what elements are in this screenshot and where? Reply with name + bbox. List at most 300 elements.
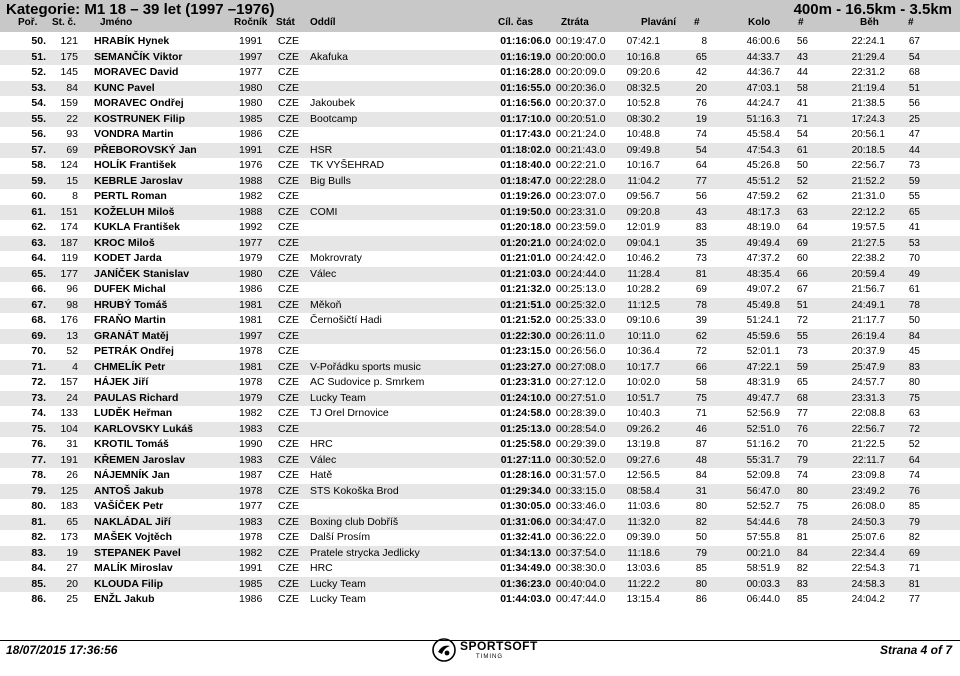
cell-swim-time: 10:36.4 (626, 346, 660, 357)
cell-swim-time: 08:30.2 (626, 113, 660, 125)
cell-country: CZE (278, 221, 299, 233)
cell-finish-time: 01:18:40.0 (500, 159, 551, 171)
table-row (0, 329, 960, 345)
cell-gap: 00:30:52.0 (556, 453, 606, 466)
cell-position: 66. (31, 283, 46, 295)
cell-bike-rank: 43 (796, 51, 808, 63)
cell-gap: 00:19:47.0 (556, 35, 606, 47)
cell-finish-time: 01:36:23.0 (500, 577, 551, 590)
cell-run-rank: 61 (908, 284, 920, 295)
cell-name: DUFEK Michal (94, 283, 166, 295)
cell-swim-time: 11:04.2 (627, 175, 660, 187)
cell-birth-year: 1977 (239, 236, 263, 249)
cell-birth-year: 1986 (239, 128, 263, 140)
cell-run-time: 23:31.3 (851, 392, 885, 404)
cell-swim-time: 10:51.7 (626, 392, 660, 404)
table-row (0, 484, 960, 500)
cell-run-time: 25:07.6 (851, 532, 885, 543)
cell-name: KUNC Pavel (94, 81, 155, 94)
cell-start-number: 24 (66, 391, 78, 404)
cell-bike-rank: 79 (796, 454, 808, 466)
cell-bike-rank: 55 (796, 330, 808, 342)
cell-name: PŘEBOROVSKÝ Jan (94, 143, 197, 156)
cell-name: MORAVEC Ondřej (94, 97, 184, 109)
cell-bike-time: 06:44.0 (746, 594, 780, 605)
table-row (0, 375, 960, 391)
cell-finish-time: 01:28:16.0 (500, 469, 551, 481)
table-row (0, 344, 960, 360)
table-row (0, 81, 960, 97)
cell-swim-rank: 39 (695, 315, 707, 326)
cell-bike-rank: 83 (796, 578, 808, 590)
cell-finish-time: 01:31:06.0 (500, 515, 551, 528)
cell-bike-rank: 84 (796, 547, 808, 559)
cell-club: Válec (310, 453, 337, 466)
cell-bike-rank: 66 (796, 268, 808, 280)
cell-run-time: 24:49.1 (851, 299, 885, 311)
cell-country: CZE (278, 593, 299, 605)
cell-position: 84. (31, 562, 46, 574)
cell-bike-time: 47:59.2 (746, 191, 780, 202)
cell-country: CZE (278, 97, 299, 109)
cell-birth-year: 1983 (239, 515, 263, 528)
col-header-bike-rank: # (798, 17, 804, 28)
cell-start-number: 25 (66, 593, 78, 605)
cell-run-time: 24:58.3 (851, 578, 885, 590)
table-row (0, 592, 960, 608)
cell-country: CZE (278, 345, 299, 357)
col-header-club: Oddíl (310, 17, 336, 28)
cell-start-number: 69 (66, 143, 78, 156)
cell-bike-time: 47:37.2 (746, 253, 780, 264)
cell-run-rank: 85 (908, 501, 920, 512)
cell-run-time: 22:31.2 (851, 67, 885, 78)
table-row (0, 360, 960, 376)
table-row (0, 515, 960, 531)
cell-gap: 00:21:43.0 (556, 143, 606, 156)
cell-birth-year: 1991 (239, 35, 263, 47)
cell-bike-rank: 76 (796, 423, 808, 435)
cell-name: HRABÍK Hynek (94, 35, 170, 47)
cell-swim-time: 10:52.8 (626, 98, 660, 109)
cell-bike-time: 48:31.9 (746, 377, 780, 388)
cell-run-time: 21:38.5 (851, 98, 885, 109)
cell-swim-time: 09:49.8 (626, 144, 660, 156)
cell-country: CZE (278, 376, 299, 388)
cell-gap: 00:33:46.0 (556, 500, 606, 512)
cell-birth-year: 1983 (239, 453, 263, 466)
cell-bike-rank: 65 (796, 377, 808, 388)
cell-name: GRANÁT Matěj (94, 329, 169, 342)
cell-run-time: 22:12.2 (851, 206, 885, 218)
cell-birth-year: 1997 (239, 329, 263, 342)
cell-run-rank: 80 (908, 377, 920, 388)
cell-country: CZE (278, 329, 299, 342)
cell-run-rank: 79 (908, 516, 920, 528)
cell-bike-rank: 44 (796, 67, 808, 78)
cell-club: Big Bulls (310, 174, 351, 187)
cell-bike-rank: 62 (796, 191, 808, 202)
cell-run-time: 22:56.7 (851, 160, 885, 171)
cell-bike-rank: 78 (796, 516, 808, 528)
cell-run-rank: 74 (908, 470, 920, 481)
cell-finish-time: 01:21:01.0 (500, 252, 551, 264)
cell-position: 62. (31, 221, 46, 233)
cell-swim-time: 10:02.0 (626, 377, 660, 388)
cell-bike-rank: 77 (796, 408, 808, 419)
cell-run-time: 19:57.5 (851, 222, 885, 233)
cell-bike-time: 52:52.7 (746, 501, 780, 512)
cell-start-number: 96 (66, 283, 78, 295)
cell-name: KOSTRUNEK Filip (94, 112, 185, 125)
cell-start-number: 125 (60, 484, 78, 497)
cell-gap: 00:28:54.0 (556, 422, 606, 435)
table-row (0, 282, 960, 298)
cell-run-rank: 75 (908, 392, 920, 404)
cell-run-rank: 49 (908, 268, 920, 280)
cell-club: Válec (310, 267, 337, 280)
cell-country: CZE (278, 236, 299, 249)
table-row (0, 143, 960, 159)
cell-run-rank: 67 (908, 36, 920, 47)
cell-swim-time: 13:15.4 (626, 594, 660, 605)
cell-country: CZE (278, 469, 299, 481)
cell-birth-year: 1982 (239, 546, 263, 559)
cell-bike-time: 52:56.9 (746, 408, 780, 419)
cell-run-rank: 63 (908, 408, 920, 419)
cell-finish-time: 01:30:05.0 (500, 500, 551, 512)
cell-run-time: 21:19.4 (851, 82, 885, 94)
cell-birth-year: 1978 (239, 484, 263, 497)
cell-bike-rank: 70 (796, 439, 808, 450)
cell-finish-time: 01:23:31.0 (500, 376, 551, 388)
cell-country: CZE (278, 283, 299, 295)
cell-bike-rank: 54 (796, 129, 808, 140)
table-row (0, 406, 960, 422)
cell-position: 55. (31, 112, 46, 125)
cell-country: CZE (278, 298, 299, 311)
cell-club: HRC (310, 562, 333, 574)
cell-swim-rank: 72 (695, 346, 707, 357)
cell-bike-time: 00:03.3 (746, 578, 780, 590)
cell-swim-rank: 65 (695, 51, 707, 63)
cell-bike-time: 52:09.8 (746, 470, 780, 481)
cell-swim-time: 11:12.5 (627, 299, 660, 311)
cell-position: 78. (31, 469, 46, 481)
cell-name: MORAVEC David (94, 66, 179, 78)
cell-birth-year: 1980 (239, 97, 263, 109)
cell-run-time: 21:22.5 (851, 439, 885, 450)
table-row (0, 267, 960, 283)
cell-gap: 00:24:44.0 (556, 267, 606, 280)
cell-finish-time: 01:17:10.0 (500, 112, 551, 125)
cell-position: 77. (31, 453, 46, 466)
cell-run-rank: 41 (908, 222, 920, 233)
cell-name: SEMANČÍK Viktor (94, 50, 183, 63)
cell-start-number: 93 (66, 128, 78, 140)
table-row (0, 127, 960, 143)
cell-gap: 00:37:54.0 (556, 546, 606, 559)
cell-start-number: 173 (60, 531, 78, 543)
cell-run-rank: 50 (908, 315, 920, 326)
cell-start-number: 98 (66, 298, 78, 311)
table-row (0, 546, 960, 562)
cell-club: AC Sudovice p. Smrkem (310, 376, 425, 388)
cell-swim-time: 09:20.8 (626, 206, 660, 218)
cell-position: 59. (31, 174, 46, 187)
cell-swim-rank: 69 (695, 284, 707, 295)
cell-country: CZE (278, 484, 299, 497)
cell-start-number: 26 (66, 469, 78, 481)
cell-country: CZE (278, 515, 299, 528)
cell-run-time: 21:27.5 (851, 237, 885, 249)
table-row (0, 158, 960, 174)
cell-run-rank: 55 (908, 191, 920, 202)
cell-run-time: 24:50.3 (851, 516, 885, 528)
cell-bike-rank: 69 (796, 237, 808, 249)
cell-bike-time: 51:16.3 (746, 113, 780, 125)
cell-birth-year: 1981 (239, 298, 263, 311)
cell-position: 51. (31, 50, 46, 63)
cell-birth-year: 1976 (239, 159, 263, 171)
col-header-swim-rank: # (694, 17, 700, 28)
cell-start-number: 15 (66, 174, 78, 187)
cell-name: KODET Jarda (94, 252, 162, 264)
cell-run-time: 21:29.4 (851, 51, 885, 63)
col-header-run: Běh (860, 17, 879, 28)
cell-swim-rank: 46 (695, 423, 707, 435)
cell-run-time: 25:47.9 (851, 361, 885, 373)
cell-name: KARLOVSKY Lukáš (94, 422, 193, 435)
cell-gap: 00:22:21.0 (556, 159, 606, 171)
cell-run-rank: 56 (908, 98, 920, 109)
cell-swim-rank: 50 (695, 532, 707, 543)
cell-country: CZE (278, 190, 299, 202)
cell-bike-time: 52:51.0 (746, 423, 780, 435)
cell-club: Lucky Team (310, 391, 366, 404)
cell-birth-year: 1978 (239, 376, 263, 388)
cell-start-number: 84 (66, 81, 78, 94)
cell-position: 63. (31, 236, 46, 249)
cell-bike-rank: 80 (796, 485, 808, 497)
cell-birth-year: 1982 (239, 407, 263, 419)
cell-finish-time: 01:21:52.0 (500, 314, 551, 326)
cell-gap: 00:23:59.0 (556, 221, 606, 233)
cell-name: STEPANEK Pavel (94, 546, 181, 559)
cell-club: TK VYŠEHRAD (310, 159, 385, 171)
cell-run-time: 26:08.0 (851, 501, 885, 512)
cell-position: 69. (31, 329, 46, 342)
cell-finish-time: 01:21:51.0 (500, 298, 551, 311)
cell-gap: 00:29:39.0 (556, 438, 606, 450)
cell-start-number: 27 (66, 562, 78, 574)
cell-start-number: 65 (66, 515, 78, 528)
cell-run-time: 21:52.2 (851, 175, 885, 187)
cell-run-rank: 52 (908, 439, 920, 450)
cell-start-number: 157 (60, 376, 78, 388)
cell-position: 64. (31, 252, 46, 264)
cell-gap: 00:26:56.0 (556, 345, 606, 357)
cell-run-rank: 53 (908, 237, 920, 249)
cell-name: KOŽELUH Miloš (94, 205, 175, 218)
cell-position: 73. (31, 391, 46, 404)
cell-run-time: 23:49.2 (851, 485, 885, 497)
cell-swim-time: 08:58.4 (626, 485, 660, 497)
cell-run-rank: 78 (908, 299, 920, 311)
cell-run-time: 22:08.8 (851, 408, 885, 419)
cell-start-number: 124 (60, 159, 78, 171)
table-row (0, 50, 960, 66)
cell-start-number: 104 (60, 422, 78, 435)
cell-run-time: 24:04.2 (851, 594, 885, 605)
cell-club: Měkoň (310, 298, 342, 311)
cell-birth-year: 1987 (239, 469, 263, 481)
cell-bike-time: 49:49.4 (746, 237, 780, 249)
table-row (0, 205, 960, 221)
cell-swim-time: 11:22.2 (627, 578, 660, 590)
cell-position: 50. (31, 35, 46, 47)
cell-gap: 00:25:13.0 (556, 283, 606, 295)
cell-gap: 00:27:51.0 (556, 391, 606, 404)
cell-name: HOLÍK František (94, 159, 177, 171)
cell-country: CZE (278, 546, 299, 559)
cell-swim-time: 09:20.6 (626, 67, 660, 78)
cell-bike-time: 46:00.6 (746, 36, 780, 47)
cell-country: CZE (278, 500, 299, 512)
cell-finish-time: 01:21:32.0 (500, 283, 551, 295)
cell-name: VONDRA Martin (94, 128, 174, 140)
cell-gap: 00:20:36.0 (556, 81, 606, 94)
cell-run-time: 22:54.3 (851, 563, 885, 574)
cell-bike-time: 45:49.8 (746, 299, 780, 311)
cell-bike-time: 45:58.4 (746, 129, 780, 140)
results-header (0, 0, 960, 32)
cell-swim-time: 10:40.3 (626, 408, 660, 419)
table-row (0, 530, 960, 546)
cell-swim-rank: 58 (695, 377, 707, 388)
col-header-finish-time: Cíl. čas (498, 17, 534, 28)
cell-name: KUKLA František (94, 221, 180, 233)
cell-run-time: 17:24.3 (851, 113, 885, 125)
cell-bike-rank: 73 (796, 346, 808, 357)
cell-country: CZE (278, 453, 299, 466)
cell-name: JANÍČEK Stanislav (94, 267, 190, 280)
cell-run-time: 22:11.7 (852, 454, 885, 466)
col-header-gap: Ztráta (561, 17, 589, 28)
cell-name: HRUBÝ Tomáš (94, 298, 168, 311)
cell-swim-rank: 66 (695, 361, 707, 373)
cell-position: 70. (31, 345, 46, 357)
cell-finish-time: 01:16:19.0 (500, 50, 551, 63)
cell-bike-time: 00:21.0 (746, 547, 780, 559)
cell-run-rank: 59 (908, 175, 920, 187)
cell-birth-year: 1983 (239, 422, 263, 435)
cell-finish-time: 01:19:26.0 (500, 190, 551, 202)
cell-finish-time: 01:24:10.0 (500, 391, 551, 404)
cell-birth-year: 1997 (239, 50, 263, 63)
cell-country: CZE (278, 314, 299, 326)
cell-bike-rank: 41 (796, 98, 808, 109)
sportsoft-logo-icon (432, 638, 456, 662)
col-header-bike: Kolo (748, 17, 771, 28)
cell-finish-time: 01:16:28.0 (500, 66, 551, 78)
cell-gap: 00:24:42.0 (556, 252, 606, 264)
cell-swim-rank: 19 (695, 113, 707, 125)
cell-name: FRAŇO Martin (94, 314, 166, 326)
cell-run-rank: 44 (908, 144, 920, 156)
cell-finish-time: 01:19:50.0 (500, 205, 551, 218)
cell-name: NÁJEMNÍK Jan (94, 469, 170, 481)
cell-club: HRC (310, 438, 333, 450)
cell-swim-time: 09:56.7 (626, 191, 660, 202)
cell-swim-rank: 48 (695, 454, 707, 466)
cell-birth-year: 1988 (239, 205, 263, 218)
cell-swim-time: 09:10.6 (626, 315, 660, 326)
cell-country: CZE (278, 174, 299, 187)
cell-name: KEBRLE Jaroslav (94, 174, 183, 187)
cell-finish-time: 01:21:03.0 (500, 267, 551, 280)
cell-swim-time: 10:46.2 (626, 253, 660, 264)
cell-gap: 00:36:22.0 (556, 531, 606, 543)
cell-name: KROC Miloš (94, 236, 155, 249)
cell-run-time: 20:18.5 (851, 144, 885, 156)
cell-finish-time: 01:20:21.0 (500, 236, 551, 249)
cell-club: Hatě (310, 469, 333, 481)
results-table (0, 34, 960, 608)
cell-run-time: 24:57.7 (851, 377, 885, 388)
cell-start-number: 177 (60, 267, 78, 280)
cell-birth-year: 1985 (239, 112, 263, 125)
cell-birth-year: 1979 (239, 252, 263, 264)
cell-bike-time: 57:55.8 (746, 532, 780, 543)
cell-country: CZE (278, 267, 299, 280)
cell-name: ANTOŠ Jakub (94, 484, 164, 497)
cell-gap: 00:25:33.0 (556, 314, 606, 326)
cell-swim-rank: 71 (695, 408, 707, 419)
cell-country: CZE (278, 577, 299, 590)
cell-bike-time: 45:59.6 (746, 330, 780, 342)
cell-swim-time: 12:56.5 (626, 470, 660, 481)
table-row (0, 96, 960, 112)
cell-run-time: 20:37.9 (851, 346, 885, 357)
cell-bike-time: 56:47.0 (746, 485, 780, 497)
cell-country: CZE (278, 252, 299, 264)
cell-gap: 00:23:31.0 (556, 205, 606, 218)
cell-position: 71. (31, 360, 46, 373)
cell-name: KLOUDA Filip (94, 577, 164, 590)
cell-bike-time: 44:24.7 (746, 98, 780, 109)
cell-finish-time: 01:34:13.0 (500, 546, 551, 559)
cell-run-rank: 68 (908, 67, 920, 78)
cell-swim-time: 09:39.0 (626, 532, 660, 543)
cell-swim-rank: 62 (695, 330, 707, 342)
cell-swim-rank: 79 (695, 547, 707, 559)
cell-birth-year: 1978 (239, 531, 263, 543)
cell-bike-rank: 64 (796, 222, 808, 233)
cell-gap: 00:34:47.0 (556, 515, 606, 528)
cell-swim-time: 10:16.8 (626, 51, 660, 63)
cell-swim-rank: 80 (695, 501, 707, 512)
cell-start-number: 159 (60, 97, 78, 109)
col-header-run-rank: # (908, 17, 914, 28)
cell-club: Další Prosím (310, 531, 371, 543)
cell-name: ENŽL Jakub (94, 593, 155, 605)
cell-run-rank: 69 (908, 547, 920, 559)
cell-country: CZE (278, 407, 299, 419)
cell-run-time: 20:56.1 (851, 129, 885, 140)
cell-country: CZE (278, 112, 299, 125)
cell-finish-time: 01:29:34.0 (500, 484, 551, 497)
